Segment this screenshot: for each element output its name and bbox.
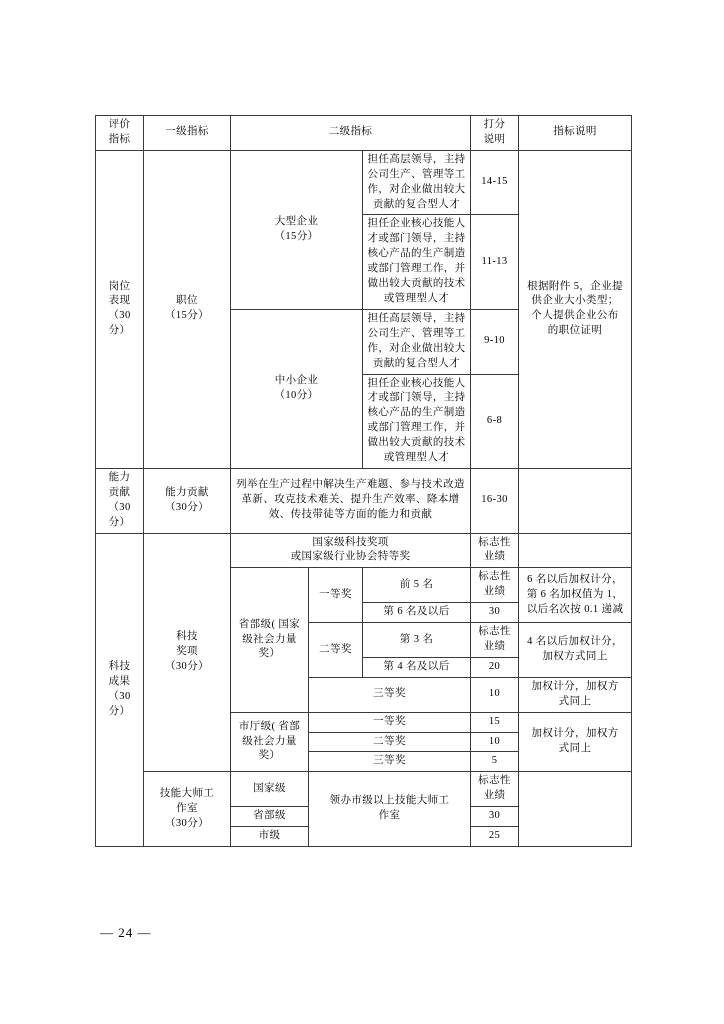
studio-desc-line1: 领办市级以上技能大师工 bbox=[329, 795, 450, 807]
cell-score: 20 bbox=[471, 657, 519, 677]
cell-second-prize-note bbox=[519, 623, 632, 678]
cell-large-enterprise bbox=[231, 150, 363, 309]
marker-line2: 业绩 bbox=[483, 641, 506, 652]
cell-score: 15 bbox=[471, 712, 519, 732]
cell-level1-awards bbox=[144, 533, 231, 772]
cell-score: 5 bbox=[471, 752, 519, 772]
header-scoring-note bbox=[471, 116, 519, 151]
eval-indicator-post-line1: 岗位 bbox=[108, 280, 131, 292]
sme-enterprise-label: 中小企业 bbox=[274, 375, 319, 386]
second-prize-note-line1: 4 名以后加权计分， bbox=[527, 636, 623, 648]
third-prize-note-line2: 式同上 bbox=[558, 695, 592, 707]
cell-score: 25 bbox=[471, 827, 519, 847]
cell-score: 16-30 bbox=[471, 468, 519, 533]
level1-awards-line2: 奖项 bbox=[176, 646, 198, 657]
cell-third-prize: 三等奖 bbox=[309, 677, 471, 712]
cell-level1-position bbox=[144, 150, 231, 468]
cell-studio-municipal: 市级 bbox=[231, 827, 309, 847]
level1-position-score: （15分） bbox=[165, 310, 209, 322]
cell-level1-capability bbox=[144, 468, 231, 533]
level1-studio-line1: 技能大师工 bbox=[159, 787, 215, 799]
eval-indicator-scitech-line1: 科技 bbox=[108, 660, 131, 672]
municipal-level-line2: 级社会力量 bbox=[242, 735, 297, 747]
cell-score: 11-13 bbox=[471, 215, 519, 309]
cell-score: 10 bbox=[471, 732, 519, 752]
cell-third-prize-note bbox=[519, 677, 632, 712]
cell-capability-note bbox=[519, 468, 632, 533]
cell-first-prize: 一等奖 bbox=[309, 712, 471, 732]
national-award-line1: 国家级科技奖项 bbox=[312, 536, 389, 548]
cell-capability-desc: 列举在生产过程中解决生产难题、参与技术改造革新、攻克技术难关、提升生产效率、降本增效、传技带徒等方面的能力和贡献 bbox=[231, 468, 471, 533]
first-prize-note-line2: 第 6 名加权值为 1， bbox=[526, 588, 624, 600]
cell-rank-4plus: 第 4 名及以后 bbox=[363, 657, 471, 677]
cell-eval-indicator-capability bbox=[96, 468, 144, 533]
cell-national-award bbox=[231, 533, 471, 568]
cell-municipal-level bbox=[231, 712, 309, 772]
marker-line1: 标志性 bbox=[478, 626, 511, 638]
second-prize-note-line2: 加权方式同上 bbox=[542, 650, 608, 662]
cell-score-marker bbox=[471, 623, 519, 658]
cell-criteria-desc: 担任高层领导，主持公司生产、管理等工作，对企业做出较大贡献的复合型人才 bbox=[363, 309, 471, 374]
eval-indicator-scitech-line2: 成果 bbox=[108, 675, 131, 687]
eval-indicator-post-line2: 表现 bbox=[108, 295, 131, 307]
cell-position-note bbox=[519, 150, 632, 468]
level1-awards-line3: （30分） bbox=[165, 660, 209, 672]
cell-criteria-desc: 担任企业核心技能人才或部门领导，主持核心产品的生产制造或部门管理工作，并做出较大贡献的技术或管理型人才 bbox=[363, 374, 471, 468]
cell-eval-indicator-scitech bbox=[96, 533, 144, 846]
marker-line1: 标志性 bbox=[478, 536, 511, 548]
cell-national-award-note bbox=[519, 533, 632, 568]
cell-first-prize-note bbox=[519, 568, 632, 623]
cell-rank-top5: 前 5 名 bbox=[363, 568, 471, 603]
header-eval-indicator-line2: 指标 bbox=[108, 133, 131, 145]
eval-indicator-capability-line3: （30 bbox=[108, 501, 131, 513]
marker-line1: 标志性 bbox=[478, 775, 511, 787]
first-prize-note-line1: 6 名以后加权计分， bbox=[527, 573, 623, 585]
municipal-level-line1: 市厅级( 省部 bbox=[238, 720, 301, 732]
eval-indicator-capability-line4: 分） bbox=[108, 516, 131, 528]
cell-criteria-desc: 担任企业核心技能人才或部门领导，主持核心产品的生产制造或部门管理工作，并做出较大贡献的技术或管理型人才 bbox=[363, 215, 471, 309]
cell-score: 14-15 bbox=[471, 150, 519, 215]
table-row bbox=[96, 150, 632, 215]
table-header-row bbox=[96, 116, 632, 151]
marker-line2: 业绩 bbox=[483, 586, 506, 598]
cell-score: 9-10 bbox=[471, 309, 519, 374]
cell-score: 30 bbox=[471, 807, 519, 827]
eval-indicator-post-line3: （30 bbox=[108, 310, 131, 322]
studio-desc-line2: 作室 bbox=[378, 810, 401, 822]
cell-score-marker bbox=[471, 772, 519, 807]
page-number: — 24 — bbox=[100, 925, 152, 940]
table-row bbox=[96, 468, 632, 533]
eval-indicator-scitech-line3: （30 bbox=[108, 690, 131, 702]
level1-studio-line2: 作室 bbox=[176, 802, 198, 814]
table-row bbox=[96, 533, 632, 568]
header-scoring-note-line2: 说明 bbox=[483, 133, 506, 145]
header-eval-indicator-line1: 评价 bbox=[108, 119, 131, 130]
large-enterprise-score: （15分） bbox=[274, 230, 319, 242]
first-prize-note-line3: 以后名次按 0.1 递减 bbox=[526, 603, 624, 615]
municipal-level-line3: 奖） bbox=[258, 750, 281, 762]
cell-second-prize: 二等奖 bbox=[309, 623, 363, 678]
cell-level1-studio bbox=[144, 772, 231, 847]
position-note-line2: 供企业大小类型； bbox=[531, 295, 619, 307]
third-prize-note-line1: 加权计分，加权方 bbox=[531, 680, 619, 692]
header-indicator-description: 指标说明 bbox=[519, 116, 632, 151]
cell-score-marker bbox=[471, 533, 519, 568]
header-level1-indicator: 一级指标 bbox=[144, 116, 231, 151]
cell-studio-national: 国家级 bbox=[231, 772, 309, 807]
provincial-level-line2: 级社会力量 bbox=[242, 633, 297, 645]
level1-capability-score: （30分） bbox=[165, 501, 209, 513]
header-eval-indicator bbox=[96, 116, 144, 151]
provincial-level-line3: 奖） bbox=[258, 648, 281, 660]
cell-sme-enterprise bbox=[231, 309, 363, 468]
level1-position-label: 职位 bbox=[176, 295, 198, 307]
municipal-note-line2: 式同上 bbox=[558, 742, 592, 754]
cell-score: 10 bbox=[471, 677, 519, 712]
cell-score: 30 bbox=[471, 603, 519, 623]
cell-score-marker bbox=[471, 568, 519, 603]
sme-enterprise-score: （10分） bbox=[274, 389, 319, 401]
cell-rank-3rd: 第 3 名 bbox=[363, 623, 471, 658]
position-note-line3: 个人提供企业公布 bbox=[531, 310, 619, 322]
marker-line2: 业绩 bbox=[483, 790, 506, 802]
cell-eval-indicator-post bbox=[96, 150, 144, 468]
eval-indicator-scitech-line4: 分） bbox=[108, 705, 131, 717]
evaluation-criteria-table bbox=[95, 115, 632, 847]
level1-capability-label: 能力贡献 bbox=[165, 486, 209, 498]
level1-studio-line3: （30分） bbox=[165, 817, 209, 829]
provincial-level-line1: 省部级( 国家 bbox=[238, 618, 301, 630]
table-row bbox=[96, 772, 632, 807]
eval-indicator-post-line4: 分） bbox=[108, 325, 131, 337]
national-award-line2: 或国家级行业协会特等奖 bbox=[290, 551, 411, 563]
header-scoring-note-line1: 打分 bbox=[483, 119, 506, 130]
cell-criteria-desc: 担任高层领导，主持公司生产、管理等工作，对企业做出较大贡献的复合型人才 bbox=[363, 150, 471, 215]
level1-awards-line1: 科技 bbox=[176, 631, 198, 643]
cell-studio-desc bbox=[309, 772, 471, 847]
cell-score: 6-8 bbox=[471, 374, 519, 468]
cell-studio-note bbox=[519, 772, 632, 847]
marker-line1: 标志性 bbox=[478, 571, 511, 583]
municipal-note-line1: 加权计分，加权方 bbox=[531, 728, 619, 740]
cell-second-prize: 二等奖 bbox=[309, 732, 471, 752]
eval-indicator-capability-line2: 贡献 bbox=[108, 486, 131, 498]
header-level2-indicator: 二级指标 bbox=[231, 116, 471, 151]
position-note-line4: 的职位证明 bbox=[547, 325, 603, 337]
position-note-line1: 根据附件 5，企业提 bbox=[527, 280, 623, 292]
large-enterprise-label: 大型企业 bbox=[274, 215, 319, 227]
cell-studio-provincial: 省部级 bbox=[231, 807, 309, 827]
cell-provincial-level bbox=[231, 568, 309, 712]
cell-third-prize: 三等奖 bbox=[309, 752, 471, 772]
eval-indicator-capability-line1: 能力 bbox=[108, 471, 131, 483]
cell-municipal-note bbox=[519, 712, 632, 772]
cell-rank-6plus: 第 6 名及以后 bbox=[363, 603, 471, 623]
cell-first-prize: 一等奖 bbox=[309, 568, 363, 623]
marker-line2: 业绩 bbox=[483, 551, 506, 563]
